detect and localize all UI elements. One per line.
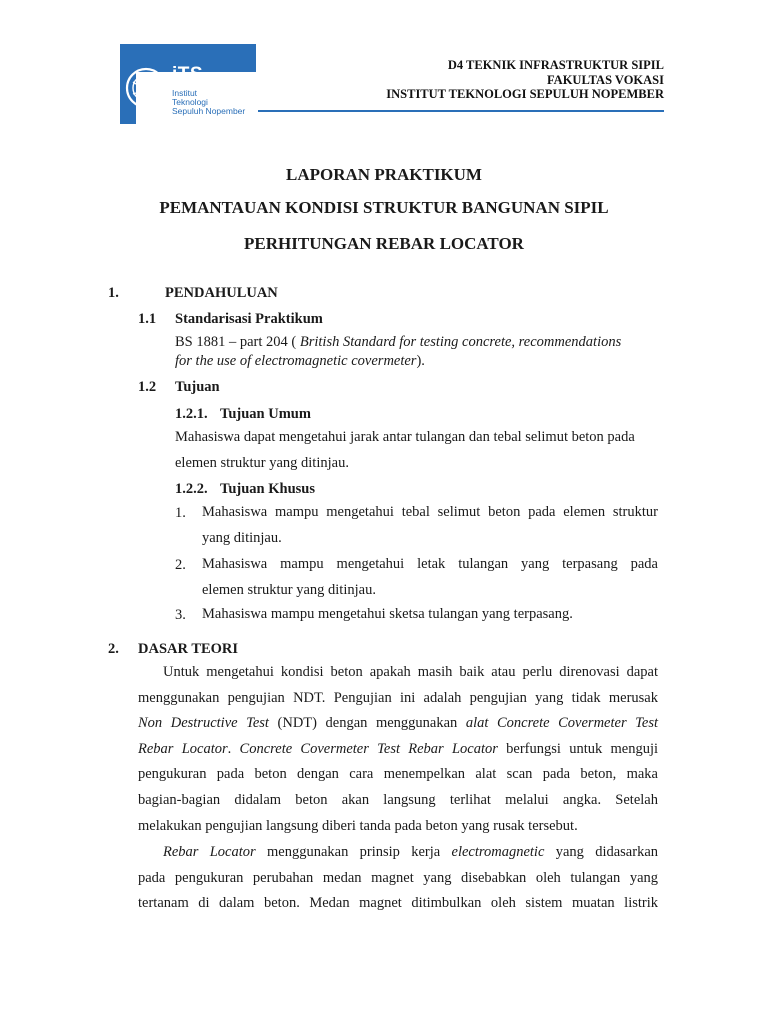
italic-term: Concrete Covermeter Test Rebar Locator bbox=[239, 740, 498, 757]
dasar-teori-paragraph-1 bbox=[138, 660, 658, 839]
section-heading: PENDAHULUAN bbox=[165, 285, 278, 301]
paragraph-text: berfungsi untuk menguji bbox=[497, 740, 659, 757]
logo-subtitle bbox=[172, 89, 245, 116]
header-rule bbox=[258, 110, 664, 112]
italic-term: electromagnetic bbox=[451, 844, 545, 860]
list-number: 2. bbox=[175, 557, 186, 573]
paragraph-line: tertanam di dalam beton. Medan magnet ditimbulkan oleh sistem muatan listrik bbox=[138, 895, 658, 912]
list-number: 1. bbox=[175, 505, 186, 521]
subsubsection-heading: Tujuan Khusus bbox=[220, 481, 315, 497]
section-heading: DASAR TEORI bbox=[138, 641, 239, 657]
tujuan-umum-paragraph bbox=[175, 425, 658, 476]
paragraph-line: pada pengukuran perubahan medan magnet yang disebabkan oleh tulangan yang bbox=[138, 869, 658, 886]
paragraph-text: . bbox=[227, 740, 240, 757]
paragraph-line: melakukan pengujian langsung diberi tanda pada beton yang rusak tersebut. bbox=[138, 817, 578, 834]
italic-term: alat Concrete Covermeter Test bbox=[465, 715, 658, 732]
paragraph-line: bagian-bagian didalam beton akan langsung terlihat melalui angka. Setelah bbox=[138, 791, 658, 808]
report-title bbox=[0, 158, 768, 260]
subsection-number: 1.1 bbox=[138, 311, 157, 327]
italic-term: Rebar Locator bbox=[138, 740, 228, 757]
standard-title: British Standard for testing concrete, recommendations bbox=[299, 334, 622, 350]
list-item-line: Mahasiswa mampu mengetahui sketsa tulangan yang terpasang. bbox=[202, 606, 573, 622]
paragraph-line: Mahasiswa dapat mengetahui jarak antar tulangan dan tebal selimut beton pada bbox=[175, 429, 635, 445]
list-item bbox=[202, 602, 658, 628]
logo-sub-line: Teknologi bbox=[172, 97, 208, 107]
title-line-3: PERHITUNGAN REBAR LOCATOR bbox=[244, 234, 524, 253]
header-line-institute: INSTITUT TEKNOLOGI SEPULUH NOPEMBER bbox=[386, 87, 664, 101]
paragraph-text: menggunakan prinsip kerja bbox=[255, 844, 452, 860]
section-number: 1. bbox=[108, 285, 119, 301]
section-number: 2. bbox=[108, 641, 119, 657]
standard-close: ). bbox=[416, 353, 425, 369]
paragraph-line bbox=[138, 711, 658, 737]
logo-sub-line: Institut bbox=[172, 88, 198, 98]
list-item bbox=[202, 552, 658, 603]
paragraph-line bbox=[138, 737, 658, 763]
list-number: 3. bbox=[175, 607, 186, 623]
logo-sub-line: Sepuluh Nopember bbox=[172, 106, 246, 116]
list-item-line: Mahasiswa mampu mengetahui tebal selimut beton pada elemen struktur bbox=[202, 504, 658, 520]
list-item bbox=[202, 500, 658, 551]
header-line-program: D4 TEKNIK INFRASTRUKTUR SIPIL bbox=[447, 58, 664, 72]
list-item-line: yang ditinjau. bbox=[202, 529, 282, 546]
standard-code: BS 1881 – part 204 ( bbox=[175, 334, 297, 350]
standard-reference bbox=[175, 333, 621, 351]
subsection-heading: Standarisasi Praktikum bbox=[175, 311, 323, 327]
subsection-heading: Tujuan bbox=[175, 379, 220, 395]
header-institution bbox=[386, 58, 664, 102]
subsubsection-number: 1.2.1. bbox=[175, 406, 208, 422]
list-item-line: Mahasiswa mampu mengetahui letak tulangan yang terpasang pada bbox=[202, 556, 658, 572]
paragraph-line: Untuk mengetahui kondisi beton apakah masih baik atau perlu direnovasi dapat bbox=[163, 664, 658, 680]
paragraph-line: pengukuran pada beton dengan cara menempelkan alat scan pada beton, maka bbox=[138, 766, 658, 783]
logo-its-text: iTS bbox=[172, 64, 204, 85]
paragraph-line bbox=[138, 840, 658, 866]
standard-reference-cont bbox=[175, 352, 425, 370]
paragraph-text: (NDT) dengan menggunakan bbox=[268, 715, 466, 732]
list-item-line: elemen struktur yang ditinjau. bbox=[202, 581, 376, 598]
subsubsection-heading: Tujuan Umum bbox=[220, 406, 311, 422]
its-logo bbox=[120, 44, 256, 124]
subsection-number: 1.2 bbox=[138, 379, 157, 395]
header-line-faculty: FAKULTAS VOKASI bbox=[546, 72, 664, 87]
title-line-2: PEMANTAUAN KONDISI STRUKTUR BANGUNAN SIPIL bbox=[159, 198, 609, 217]
subsubsection-number: 1.2.2. bbox=[175, 481, 208, 497]
paragraph-text: yang didasarkan bbox=[544, 844, 659, 860]
paragraph-line: elemen struktur yang ditinjau. bbox=[175, 454, 349, 471]
italic-term: Rebar Locator bbox=[163, 844, 256, 860]
paragraph-line: menggunakan pengujian NDT. Pengujian ini adalah pengujian yang tidak merusak bbox=[138, 689, 658, 706]
its-seal-icon bbox=[120, 62, 172, 114]
title-line-1: LAPORAN PRAKTIKUM bbox=[286, 165, 482, 184]
italic-term: Non Destructive Test bbox=[138, 715, 269, 732]
dasar-teori-paragraph-2 bbox=[138, 840, 658, 917]
standard-title-cont: for the use of electromagnetic covermeter bbox=[175, 353, 417, 369]
